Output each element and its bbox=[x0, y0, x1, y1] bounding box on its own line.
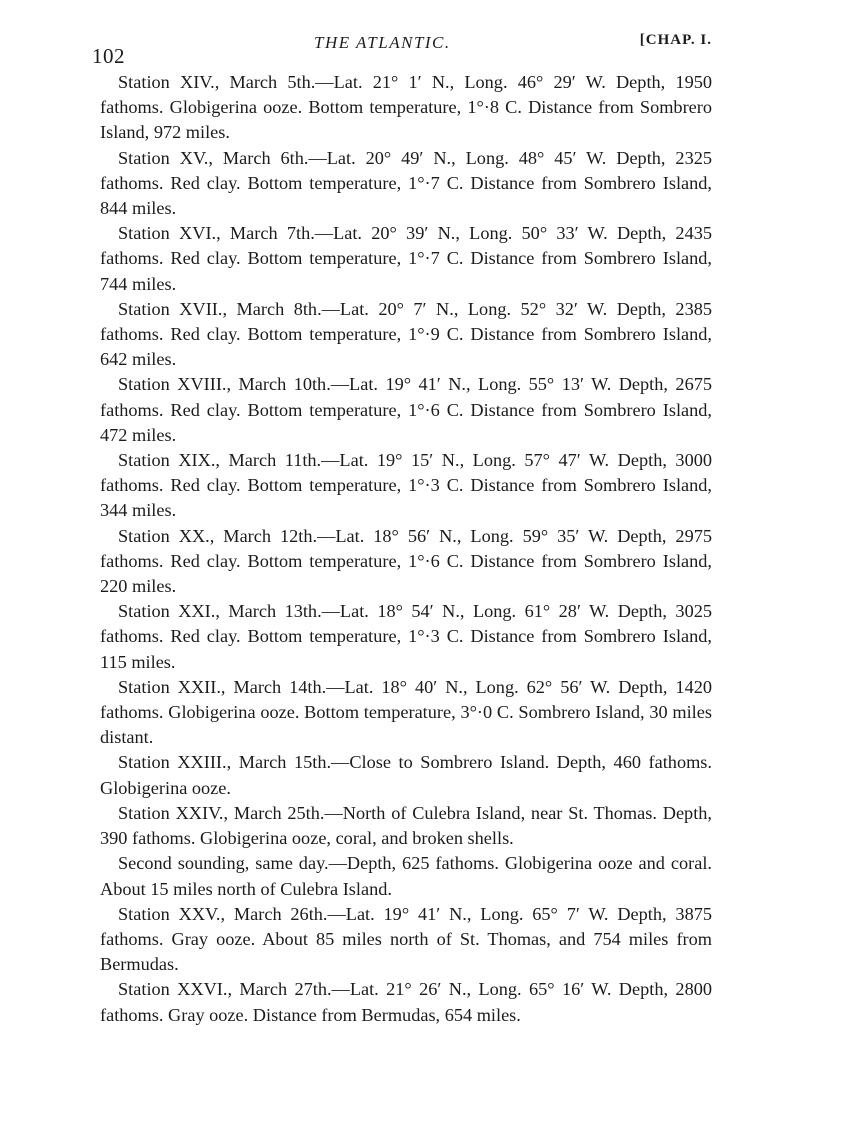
station-xxiii-paragraph: Station XXIII., March 15th.—Close to Sombrero Island. Depth, 460 fathoms. Globigerina ooze. bbox=[100, 752, 712, 798]
page-number: 102 bbox=[92, 44, 125, 68]
station-xxi-paragraph: Station XXI., March 13th.—Lat. 18° 54′ N., Long. 61° 28′ W. Depth, 3025 fathoms. Red clay. Bottom temperature, 1°·3 C. Distance from Sombrero Island, 115 miles. bbox=[100, 601, 712, 672]
station-xvii-paragraph: Station XVII., March 8th.—Lat. 20° 7′ N., Long. 52° 32′ W. Depth, 2385 fathoms. Red clay. Bottom temperature, 1°·9 C. Distance from Sombrero Island, 642 miles. bbox=[100, 298, 712, 370]
second-sounding-paragraph: Second sounding, same day.—Depth, 625 fathoms. Globigerina ooze and coral. About 15 miles north of Culebra Island. bbox=[100, 853, 712, 899]
station-xix-paragraph: Station XIX., March 11th.—Lat. 19° 15′ N., Long. 57° 47′ W. Depth, 3000 fathoms. Red clay. Bottom temperature, 1°·3 C. Distance from Sombrero Island, 344 miles. bbox=[100, 450, 712, 521]
chapter-reference: [CHAP. I. bbox=[639, 32, 712, 48]
station-xx-paragraph: Station XX., March 12th.—Lat. 18° 56′ N., Long. 59° 35′ W. Depth, 2975 fathoms. Red clay. Bottom temperature, 1°·6 C. Distance from Sombrero Island, 220 miles. bbox=[100, 525, 712, 597]
station-xxiv-paragraph: Station XXIV., March 25th.—North of Culebra Island, near St. Thomas. Depth, 390 fathoms. Globigerina ooze, coral, and broken shells. bbox=[100, 802, 712, 849]
station-xxv-paragraph: Station XXV., March 26th.—Lat. 19° 41′ N., Long. 65° 7′ W. Depth, 3875 fathoms. Gray ooze. About 85 miles north of St. Thomas, and 754 miles from Bermudas. bbox=[100, 903, 712, 975]
station-xviii-paragraph: Station XVIII., March 10th.—Lat. 19° 41′ N., Long. 55° 13′ W. Depth, 2675 fathoms. Red clay. Bottom temperature, 1°·6 C. Distance from Sombrero Island, 472 miles. bbox=[100, 374, 712, 445]
station-xv-paragraph: Station XV., March 6th.—Lat. 20° 49′ N., Long. 48° 45′ W. Depth, 2325 fathoms. Red clay. Bottom temperature, 1°·7 C. Distance from Sombrero Island, 844 miles. bbox=[100, 147, 712, 219]
page-body bbox=[100, 70, 712, 1028]
page-header bbox=[92, 30, 712, 70]
station-xvi-paragraph: Station XVI., March 7th.—Lat. 20° 39′ N., Long. 50° 33′ W. Depth, 2435 fathoms. Red clay. Bottom temperature, 1°·7 C. Distance from Sombrero Island, 744 miles. bbox=[100, 223, 712, 294]
station-xxvi-paragraph: Station XXVI., March 27th.—Lat. 21° 26′ N., Long. 65° 16′ W. Depth, 2800 fathoms. Gray ooze. Distance from Bermudas, 654 miles. bbox=[100, 979, 712, 1025]
running-title: THE ATLANTIC. bbox=[314, 33, 451, 52]
station-xxii-paragraph: Station XXII., March 14th.—Lat. 18° 40′ N., Long. 62° 56′ W. Depth, 1420 fathoms. Globigerina ooze. Bottom temperature, 3°·0 C. Sombrero Island, 30 miles distant. bbox=[100, 676, 712, 748]
station-xiv-paragraph: Station XIV., March 5th.—Lat. 21° 1′ N., Long. 46° 29′ W. Depth, 1950 fathoms. Globigerina ooze. Bottom temperature, 1°·8 C. Distance from Sombrero Island, 972 miles. bbox=[100, 72, 712, 143]
